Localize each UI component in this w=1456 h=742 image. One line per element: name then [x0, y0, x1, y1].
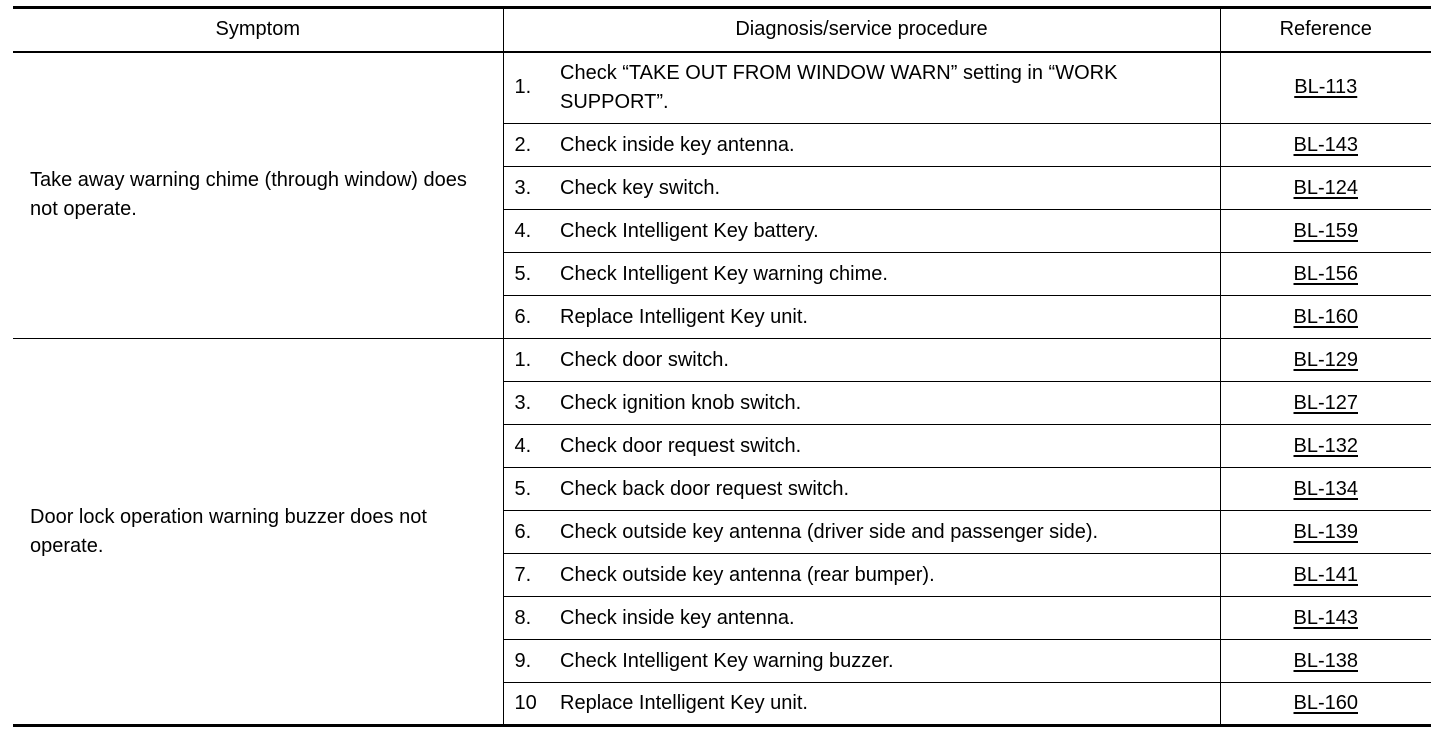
step-number: 4.	[503, 425, 558, 468]
table-row	[13, 52, 1431, 124]
step-number: 5.	[503, 468, 558, 511]
step-number: 1.	[503, 52, 558, 124]
reference-link[interactable]: BL-143	[1293, 133, 1358, 156]
step-text: Check door request switch.	[558, 425, 1220, 468]
reference-link[interactable]: BL-141	[1293, 563, 1358, 586]
step-text: Check inside key antenna.	[558, 124, 1220, 167]
reference-link[interactable]: BL-127	[1293, 391, 1358, 414]
step-text: Check Intelligent Key battery.	[558, 210, 1220, 253]
step-number: 10	[503, 683, 558, 726]
step-number: 1.	[503, 339, 558, 382]
step-text: Check inside key antenna.	[558, 597, 1220, 640]
step-text: Check key switch.	[558, 167, 1220, 210]
symptom-cell: Take away warning chime (through window) does not operate.	[13, 52, 503, 339]
header-procedure: Diagnosis/service procedure	[503, 8, 1220, 52]
step-number: 8.	[503, 597, 558, 640]
step-text: Check door switch.	[558, 339, 1220, 382]
reference-link[interactable]: BL-132	[1293, 434, 1358, 457]
header-row	[13, 8, 1431, 52]
step-number: 4.	[503, 210, 558, 253]
step-number: 6.	[503, 296, 558, 339]
diagnosis-table-container	[13, 6, 1431, 727]
reference-link[interactable]: BL-160	[1293, 692, 1358, 714]
header-symptom: Symptom	[13, 8, 503, 52]
reference-link[interactable]: BL-159	[1293, 219, 1358, 242]
symptom-group-buzzer	[13, 339, 1431, 726]
step-text: Check outside key antenna (driver side and passenger side).	[558, 511, 1220, 554]
step-number: 2.	[503, 124, 558, 167]
step-text: Check Intelligent Key warning chime.	[558, 253, 1220, 296]
step-number: 9.	[503, 640, 558, 683]
symptom-cell: Door lock operation warning buzzer does not operate.	[13, 339, 503, 726]
reference-link[interactable]: BL-143	[1293, 606, 1358, 629]
step-number: 5.	[503, 253, 558, 296]
reference-link[interactable]: BL-160	[1293, 305, 1358, 328]
reference-link[interactable]: BL-139	[1293, 520, 1358, 543]
step-text: Check “TAKE OUT FROM WINDOW WARN” setting in “WORK SUPPORT”.	[558, 52, 1220, 124]
reference-link[interactable]: BL-129	[1293, 348, 1358, 371]
step-number: 3.	[503, 167, 558, 210]
step-text: Check Intelligent Key warning buzzer.	[558, 640, 1220, 683]
step-text: Replace Intelligent Key unit.	[558, 683, 1220, 726]
step-text: Check outside key antenna (rear bumper).	[558, 554, 1220, 597]
step-text: Check ignition knob switch.	[558, 382, 1220, 425]
reference-link[interactable]: BL-134	[1293, 477, 1358, 500]
header-reference: Reference	[1220, 8, 1431, 52]
reference-link[interactable]: BL-113	[1294, 76, 1358, 99]
step-text: Replace Intelligent Key unit.	[558, 296, 1220, 339]
table-row	[13, 339, 1431, 382]
diagnosis-table	[13, 6, 1431, 727]
step-number: 7.	[503, 554, 558, 597]
reference-link[interactable]: BL-156	[1293, 262, 1358, 285]
reference-link[interactable]: BL-124	[1293, 176, 1358, 199]
step-number: 3.	[503, 382, 558, 425]
step-number: 6.	[503, 511, 558, 554]
symptom-group-chime	[13, 52, 1431, 339]
reference-link[interactable]: BL-138	[1293, 649, 1358, 672]
step-text: Check back door request switch.	[558, 468, 1220, 511]
